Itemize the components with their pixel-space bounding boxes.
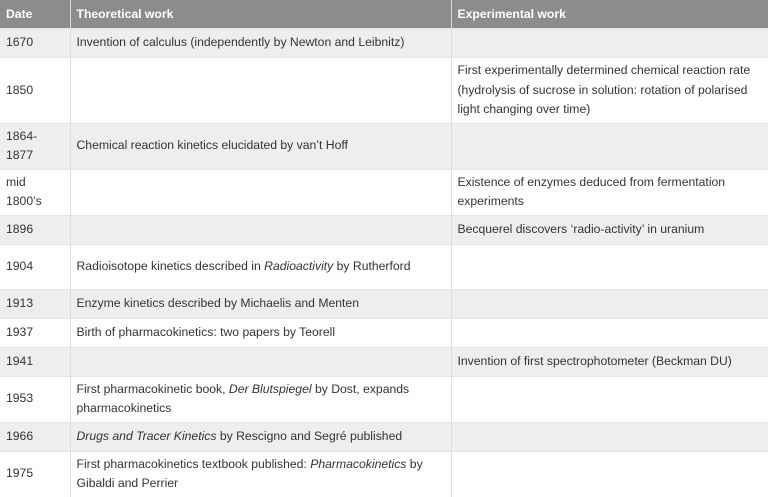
experimental-cell: Invention of first spectrophotometer (Beckman DU) [451, 347, 768, 376]
date-cell: 1937 [0, 318, 70, 347]
theoretical-cell [70, 29, 451, 58]
date-cell: 1904 [0, 244, 70, 289]
theoretical-text-cont: by Rutherford [333, 258, 411, 273]
table-row [0, 29, 768, 58]
table-row [0, 289, 768, 318]
theoretical-title: Radioactivity [264, 258, 334, 273]
experimental-cell [451, 123, 768, 169]
date-cell: 1941 [0, 347, 70, 376]
table-body [0, 29, 768, 497]
experimental-cell: Existence of enzymes deduced from fermentation experiments [451, 169, 768, 215]
table-row [0, 347, 768, 376]
theoretical-cell [70, 289, 451, 318]
theoretical-text: First pharmacokinetics textbook published: [76, 456, 311, 471]
theoretical-cell [70, 422, 451, 451]
date-cell: 1864-1877 [0, 123, 70, 169]
date-cell: 1913 [0, 289, 70, 318]
theoretical-text: First pharmacokinetic book, [76, 381, 229, 396]
table-row [0, 376, 768, 422]
experimental-cell: First experimentally determined chemical reaction rate (hydrolysis of sucrose in solution: rotation of polarised light changing over time) [451, 58, 768, 124]
date-cell: 1670 [0, 29, 70, 58]
experimental-cell [451, 29, 768, 58]
header-date: Date [0, 0, 70, 29]
theoretical-cell [70, 58, 451, 124]
table-row [0, 215, 768, 244]
theoretical-cell [70, 123, 451, 169]
theoretical-text: Chemical reaction kinetics elucidated by van’t Hoff [76, 138, 348, 153]
experimental-cell [451, 422, 768, 451]
theoretical-text: Birth of pharmacokinetics: two papers by Teorell [76, 324, 336, 339]
theoretical-cell [70, 169, 451, 215]
table-header [0, 0, 768, 29]
date-cell: mid 1800’s [0, 169, 70, 215]
experimental-cell [451, 318, 768, 347]
header-row [0, 0, 768, 29]
experimental-cell: Becquerel discovers ‘radio-activity’ in uranium [451, 215, 768, 244]
theoretical-title: Drugs and Tracer Kinetics [76, 428, 217, 443]
experimental-cell [451, 289, 768, 318]
header-experimental-work: Experimental work [451, 0, 768, 29]
theoretical-cell [70, 318, 451, 347]
theoretical-title: Der Blutspiegel [228, 381, 312, 396]
theoretical-text: Radioisotope kinetics described in [76, 258, 265, 273]
theoretical-cell [70, 347, 451, 376]
table-row [0, 244, 768, 289]
theoretical-cell [70, 244, 451, 289]
theoretical-title: Pharmacokinetics [310, 456, 407, 471]
table-row [0, 318, 768, 347]
table-row [0, 58, 768, 124]
date-cell: 1966 [0, 422, 70, 451]
date-cell: 1975 [0, 451, 70, 497]
theoretical-text-cont: by Rescigno and Segré published [216, 428, 403, 443]
theoretical-text: Enzyme kinetics described by Michaelis and Menten [76, 295, 359, 310]
date-cell: 1850 [0, 58, 70, 124]
header-theoretical-work: Theoretical work [70, 0, 451, 29]
date-cell: 1953 [0, 376, 70, 422]
theoretical-text-cont: by Dost, expands pharmacokinetics [76, 381, 410, 415]
experimental-cell [451, 244, 768, 289]
table-row [0, 169, 768, 215]
theoretical-text: Invention of calculus (independently by Newton and Leibnitz) [76, 35, 405, 50]
theoretical-cell [70, 215, 451, 244]
experimental-cell [451, 376, 768, 422]
table-row [0, 422, 768, 451]
theoretical-cell [70, 376, 451, 422]
theoretical-text-cont: by Gibaldi and Perrier [76, 456, 423, 490]
table-row [0, 123, 768, 169]
date-cell: 1896 [0, 215, 70, 244]
